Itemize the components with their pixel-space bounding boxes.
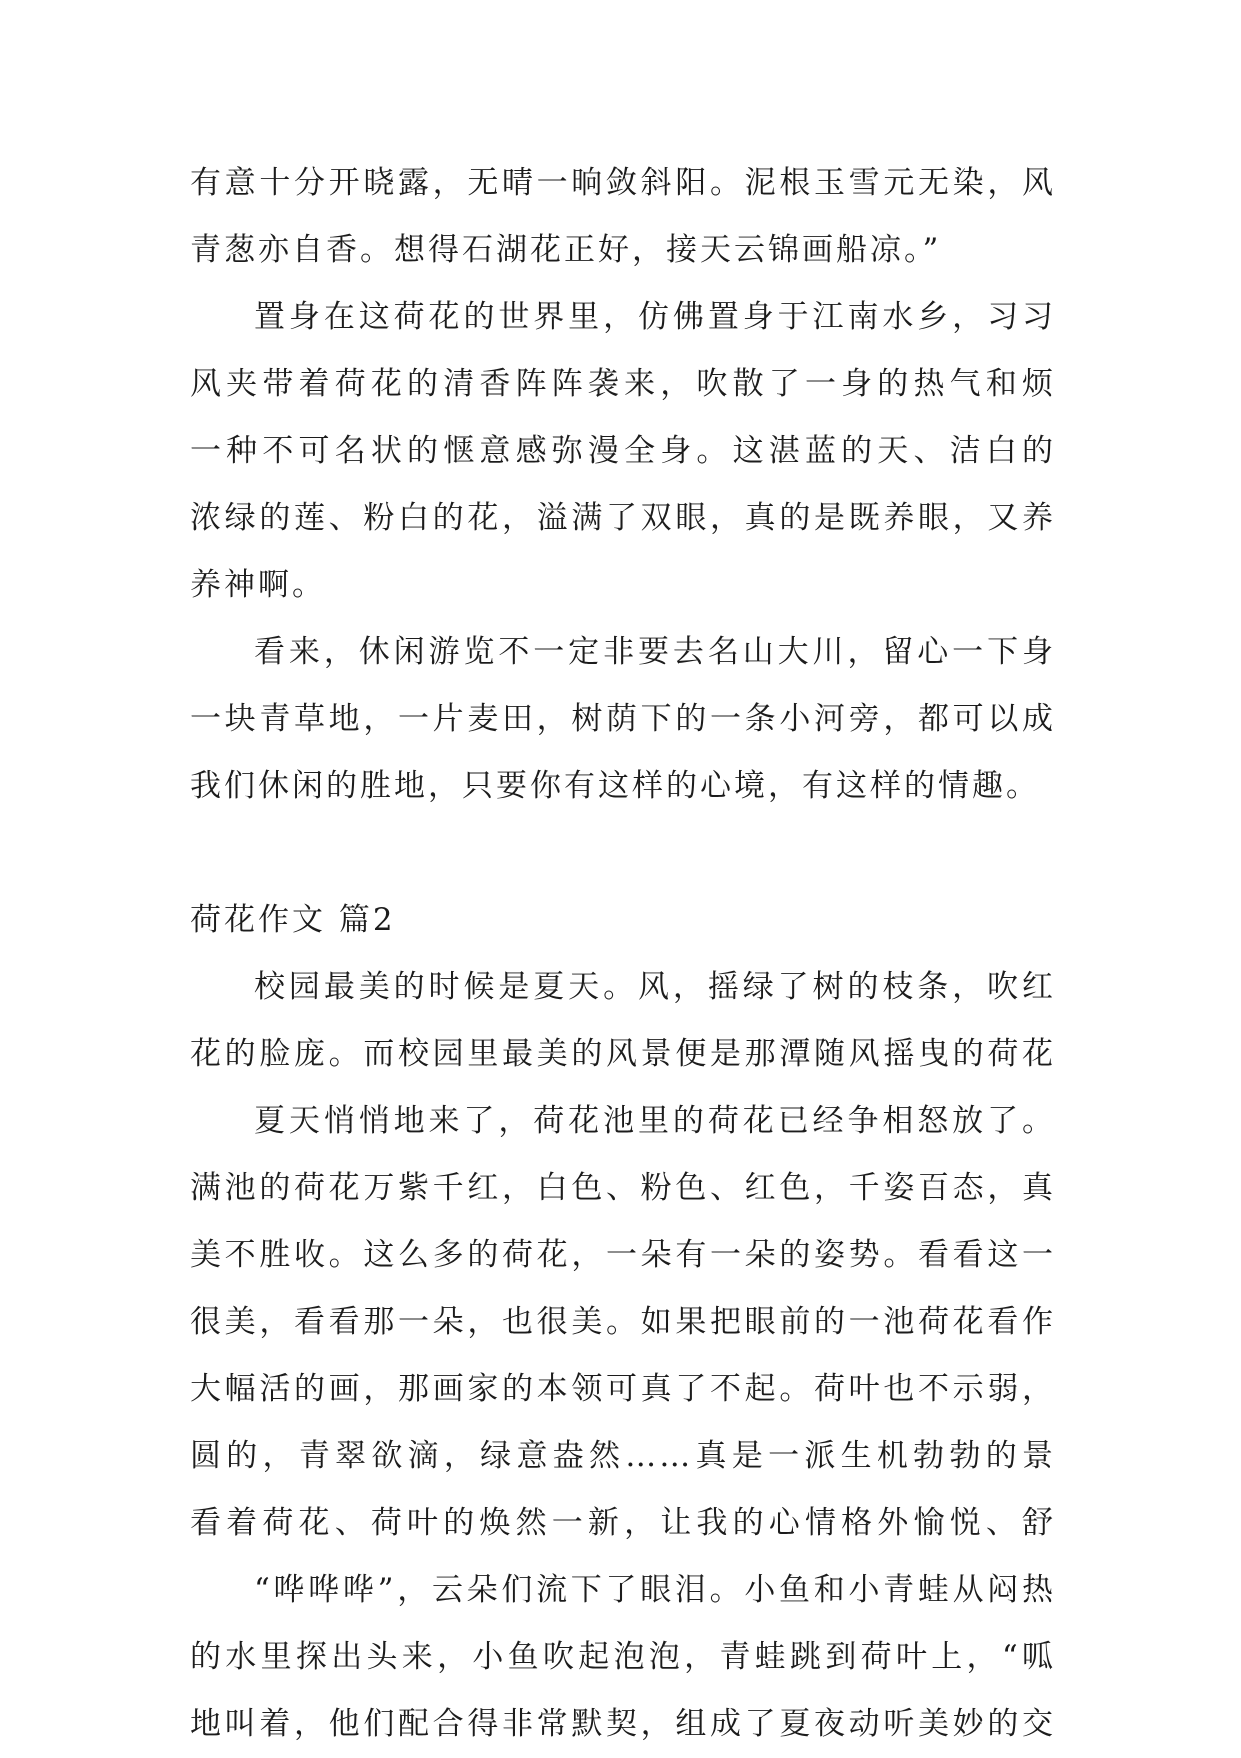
text-line: 置身在这荷花的世界里，仿佛置身于江南水乡，习习 xyxy=(254,299,1056,335)
text-line: “哗哗哗”，云朵们流下了眼泪。小鱼和小青蛙从闷热 xyxy=(254,1572,1056,1608)
text-line: 很美，看看那一朵，也很美。如果把眼前的一池荷花看作 xyxy=(190,1304,1056,1340)
paragraph-summer-campus xyxy=(190,954,1056,1088)
section-spacer xyxy=(190,820,1056,887)
text-line: 校园最美的时候是夏天。风，摇绿了树的枝条，吹红 xyxy=(254,969,1056,1005)
text-line: 风夹带着荷花的清香阵阵袭来，吹散了一身的热气和烦 xyxy=(190,366,1056,402)
text-line: 一块青草地，一片麦田，树荫下的一条小河旁，都可以成 xyxy=(190,701,1056,737)
text-line: 美不胜收。这么多的荷花，一朵有一朵的姿势。看看这一 xyxy=(190,1237,1056,1273)
text-line: 看着荷花、荷叶的焕然一新，让我的心情格外愉悦、舒 xyxy=(190,1505,1056,1541)
text-line: 我们休闲的胜地，只要你有这样的心境，有这样的情趣。 xyxy=(190,768,1040,804)
text-line: 看来，休闲游览不一定非要去名山大川，留心一下身 xyxy=(254,634,1056,670)
text-line: 的水里探出头来，小鱼吹起泡泡，青蛙跳到荷叶上，“呱 xyxy=(190,1639,1056,1675)
section-heading: 荷花作文 篇2 xyxy=(190,902,396,938)
paragraph-leisure xyxy=(190,619,1056,820)
paragraph-lotus-pond xyxy=(190,1088,1056,1557)
text-line: 夏天悄悄地来了，荷花池里的荷花已经争相怒放了。 xyxy=(254,1103,1056,1139)
text-line: 大幅活的画，那画家的本领可真了不起。荷叶也不示弱， xyxy=(190,1371,1056,1407)
text-line: 养神啊。 xyxy=(190,567,326,603)
paragraph-rain-concert xyxy=(190,1557,1056,1758)
text-line: 有意十分开晓露，无晴一晌敛斜阳。泥根玉雪元无染，风 xyxy=(190,165,1056,201)
text-line: 圆的，青翠欲滴，绿意盎然……真是一派生机勃勃的景 xyxy=(190,1438,1056,1474)
text-line: 青葱亦自香。想得石湖花正好，接天云锦画船凉。” xyxy=(190,232,942,268)
text-line: 一种不可名状的惬意感弥漫全身。这湛蓝的天、洁白的 xyxy=(190,433,1056,469)
text-line: 浓绿的莲、粉白的花，溢满了双眼，真的是既养眼，又养 xyxy=(190,500,1056,536)
document-page xyxy=(190,150,1056,1758)
paragraph-poem-ending xyxy=(190,150,1056,284)
text-line: 花的脸庞。而校园里最美的风景便是那潭随风摇曳的荷花 xyxy=(190,1036,1056,1072)
text-line: 满池的荷花万紫千红，白色、粉色、红色，千姿百态，真 xyxy=(190,1170,1056,1206)
text-line: 地叫着，他们配合得非常默契，组成了夏夜动听美妙的交 xyxy=(190,1706,1056,1742)
paragraph-lotus-world xyxy=(190,284,1056,619)
